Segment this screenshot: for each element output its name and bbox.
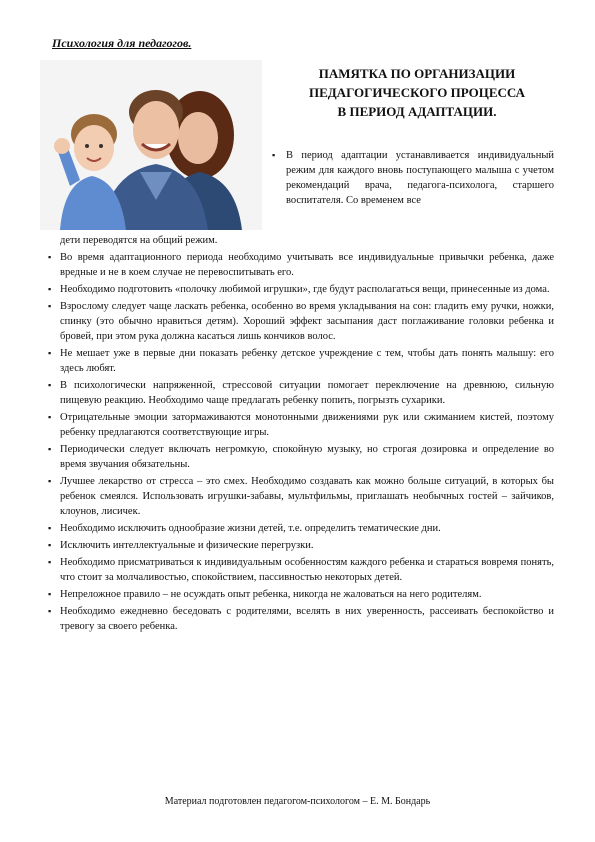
list-item-text: Периодически следует включать негромкую, спокойную музыку, но строгая дозировка и определение во время звучания обязательны. (60, 444, 554, 470)
bullet-icon: ▪ (48, 540, 52, 550)
bullet-icon: ▪ (48, 284, 52, 294)
list-item (45, 410, 554, 440)
bullet-icon: ▪ (48, 348, 52, 358)
list-item-text: Необходимо ежедневно беседовать с родителями, вселять в них уверенность, рассеивать беспокойство и тревогу за своего ребенка. (60, 606, 554, 632)
list-item-text: Не мешает уже в первые дни показать ребенку детское учреждение с тем, чтобы дать понять малышу: его здесь любят. (60, 348, 554, 374)
intro-continuation: дети переводятся на общий режим. (60, 235, 218, 246)
list-item (45, 521, 554, 536)
list-item (45, 587, 554, 602)
list-item (45, 555, 554, 585)
list-item (45, 604, 554, 634)
bullet-icon: ▪ (48, 252, 52, 262)
bullet-icon: ▪ (48, 444, 52, 454)
bullet-icon: ▪ (48, 476, 52, 486)
list-item-text: Необходимо исключить однообразие жизни детей, т.е. определить тематические дни. (60, 523, 441, 534)
list-item-text: В психологически напряженной, стрессовой ситуации помогает переключение на древнюю, сильную пищевую реакцию. Необходимо чаще предлагать ребенку попить, погрызть сухарики. (60, 380, 554, 406)
list-item-text: Лучшее лекарство от стресса – это смех. Необходимо создавать как можно больше ситуаций, в которых бы ребенок смеялся. Использовать игрушки-забавы, мультфильмы, приглашать необычных гостей – зайчиков, клоунов, лисичек. (60, 476, 554, 517)
intro-paragraph (272, 148, 554, 208)
bullet-icon: ▪ (48, 557, 52, 567)
footer-credit: Материал подготовлен педагогом-психологом – Е. М. Бондарь (164, 796, 431, 807)
list-item-text: Необходимо подготовить «полочку любимой игрушки», где будут располагаться вещи, принесенные из дома. (60, 284, 550, 295)
bullet-icon: ▪ (48, 301, 52, 311)
list-item (45, 299, 554, 344)
document-title (282, 64, 552, 121)
list-item (45, 474, 554, 519)
bullet-icon: ▪ (48, 380, 52, 390)
title-line: В ПЕРИОД АДАПТАЦИИ. (337, 104, 497, 119)
bullet-icon: ▪ (48, 589, 52, 599)
list-item (45, 442, 554, 472)
list-item (45, 250, 554, 280)
list-item-text: Отрицательные эмоции затормаживаются монотонными движениями рук или сжиманием кистей, поэтому ребенку предлагаются соответствующие игры. (60, 412, 554, 438)
title-line: ПЕДАГОГИЧЕСКОГО ПРОЦЕССА (308, 85, 526, 100)
family-photo (40, 60, 262, 230)
bullet-icon: ▪ (48, 523, 52, 533)
list-item (45, 346, 554, 376)
list-item-text: Взрослому следует чаще ласкать ребенка, особенно во время укладывания на сон: гладить ему ручки, ножки, спинку (это обычно нравиться детям). Хороший эффект засыпания даст поглаживание головки ребенка и бровей, при этом рука должна касаться лишь кончиков волос. (60, 301, 554, 342)
list-item-text: Во время адаптационного периода необходимо учитывать все индивидуальные привычки ребенка, даже вредные и не в коем случае не перевоспитывать его. (60, 252, 554, 278)
list-item (45, 282, 554, 297)
list-item-text: Необходимо присматриваться к индивидуальным особенностям каждого ребенка и стараться вовремя понять, что стоит за молчаливостью, спокойствием, пассивностью некоторых детей. (60, 557, 554, 583)
title-line: ПАМЯТКА ПО ОРГАНИЗАЦИИ (318, 66, 516, 81)
bullet-icon: ▪ (48, 606, 52, 616)
list-item (45, 378, 554, 408)
recommendation-list (45, 250, 554, 636)
bullet-icon: ▪ (48, 412, 52, 422)
list-item-text: Непреложное правило – не осуждать опыт ребенка, никогда не жаловаться на него родителям. (60, 589, 482, 600)
header-label: Психология для педагогов. (52, 36, 192, 50)
list-item-text: Исключить интеллектуальные и физические перегрузки. (60, 540, 314, 551)
list-item (45, 538, 554, 553)
intro-text: В период адаптации устанавливается индивидуальный режим для каждого вновь поступающего малыша с учетом рекомендаций врача, педагога-психолога, старшего воспитателя. Со временем все (286, 150, 554, 206)
bullet-icon: ▪ (272, 150, 276, 160)
